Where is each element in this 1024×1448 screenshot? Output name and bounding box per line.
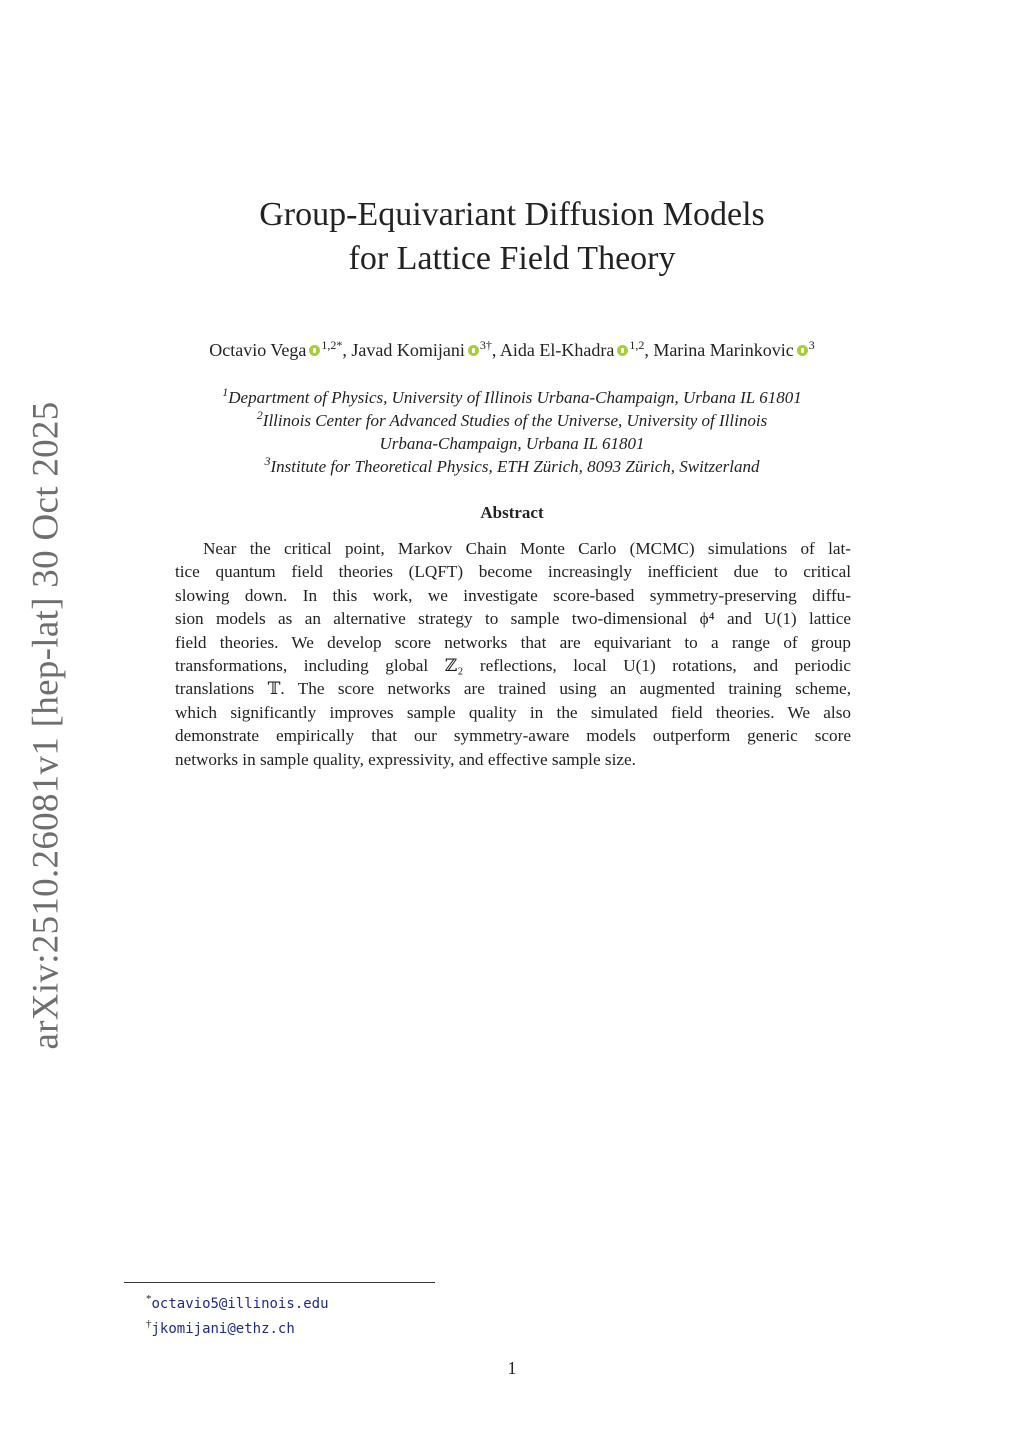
abstract-line: Near the critical point, Markov Chain Monte Carlo (MCMC) simulations of lat- xyxy=(203,539,851,558)
abstract-heading: Abstract xyxy=(480,503,544,522)
author-name: Javad Komijani xyxy=(351,340,465,360)
footnote-divider xyxy=(124,1282,435,1283)
author-affiliation-mark: 1,2 xyxy=(629,338,645,352)
footnote xyxy=(146,1314,329,1339)
affiliation-line xyxy=(0,409,1024,432)
abstract-line: which significantly improves sample quality in the simulated field theories. We also xyxy=(175,702,851,722)
orcid-icon[interactable] xyxy=(309,345,320,356)
abstract-line: transformations, including global ℤ₂ reflections, local U(1) rotations, and periodic xyxy=(175,656,851,676)
page-number: 1 xyxy=(507,1358,517,1378)
affiliation-line xyxy=(0,432,1024,455)
affiliation-text: Illinois Center for Advanced Studies of the Universe, University of Illinois xyxy=(262,411,768,430)
email-link[interactable]: octavio5@illinois.edu xyxy=(151,1296,329,1312)
affiliation-line xyxy=(0,455,1024,478)
abstract-line: slowing down. In this work, we investigate score-based symmetry-preserving diffu- xyxy=(175,585,851,605)
abstract-line: networks in sample quality, expressivity, and effective sample size. xyxy=(175,749,636,769)
email-link[interactable]: jkomijani@ethz.ch xyxy=(151,1321,295,1337)
affiliation-mark: 1 xyxy=(222,385,229,399)
affiliations xyxy=(0,386,1024,478)
orcid-icon[interactable] xyxy=(797,345,808,356)
affiliation-mark: 2 xyxy=(256,408,263,422)
affiliation-text: Department of Physics, University of Illinois Urbana-Champaign, Urbana IL 61801 xyxy=(228,388,802,407)
abstract-line: sion models as an alternative strategy to sample two-dimensional ϕ⁴ and U(1) lattice xyxy=(175,609,851,629)
affiliation-line xyxy=(0,386,1024,409)
arxiv-identifier: arXiv:2510.26081v1 [hep-lat] 30 Oct 2025 xyxy=(25,400,67,1050)
author-list xyxy=(0,340,1024,361)
affiliation-text: Institute for Theoretical Physics, ETH Zürich, 8093 Zürich, Switzerland xyxy=(270,457,760,476)
abstract-body xyxy=(175,537,851,771)
footnote-mark: * xyxy=(146,1293,152,1305)
author-name: Aida El-Khadra xyxy=(499,340,615,360)
footnotes xyxy=(146,1289,329,1339)
abstract-line: tice quantum field theories (LQFT) become increasingly inefficient due to critical xyxy=(175,562,851,582)
footnote xyxy=(146,1289,329,1314)
author-name: Octavio Vega xyxy=(209,340,307,360)
abstract-line: field theories. We develop score networks that are equivariant to a range of group xyxy=(175,632,851,652)
paper-title xyxy=(0,193,1024,281)
author-affiliation-mark: 3 xyxy=(808,338,815,352)
orcid-icon[interactable] xyxy=(617,345,628,356)
title-line-2: for Lattice Field Theory xyxy=(348,240,676,277)
affiliation-text: Urbana-Champaign, Urbana IL 61801 xyxy=(379,434,645,453)
abstract-line: translations 𝕋. The score networks are trained using an augmented training scheme, xyxy=(175,679,851,699)
author-name: Marina Marinkovic xyxy=(653,340,794,360)
orcid-icon[interactable] xyxy=(468,345,479,356)
affiliation-mark: 3 xyxy=(264,454,271,468)
author-affiliation-mark: 1,2* xyxy=(321,338,343,352)
author-separator: , xyxy=(491,340,500,360)
author-separator: , xyxy=(342,340,352,360)
footnote-mark: † xyxy=(146,1318,152,1330)
title-line-1: Group-Equivariant Diffusion Models xyxy=(259,196,765,233)
author-separator: , xyxy=(644,340,654,360)
abstract-line: demonstrate empirically that our symmetry-aware models outperform generic score xyxy=(175,726,851,746)
author-affiliation-mark: 3† xyxy=(479,338,492,352)
